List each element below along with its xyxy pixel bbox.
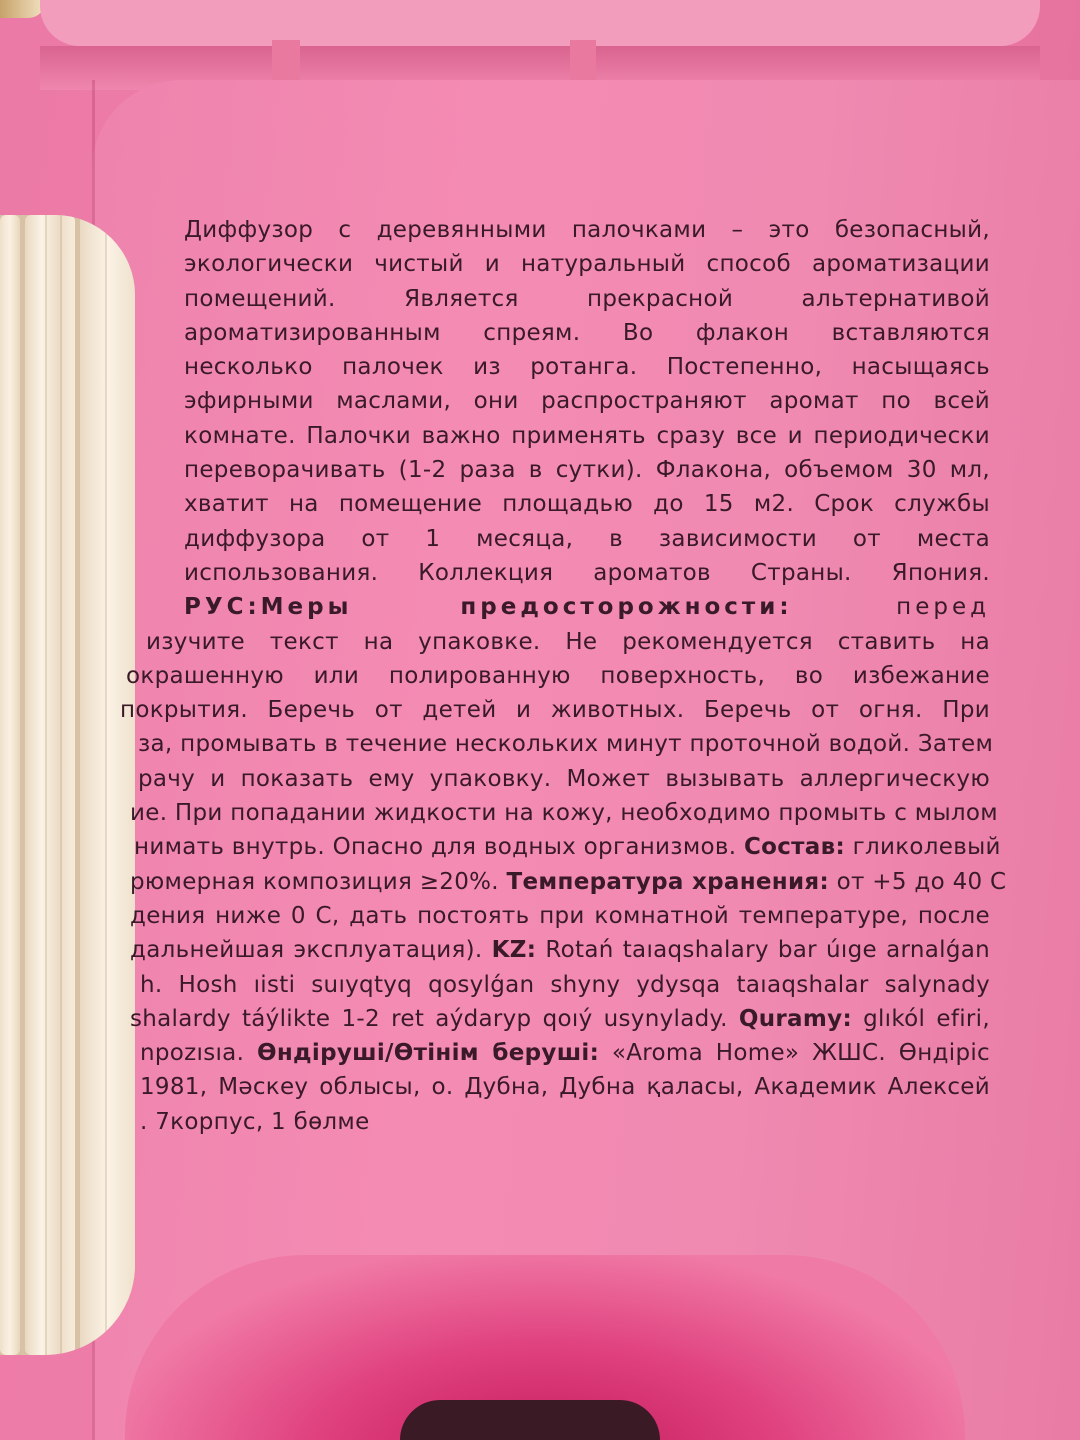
text-line: ароматизированным спреям. Во флакон вставляются: [184, 319, 990, 346]
text-line: рачу и показать ему упаковку. Может вызывать аллергическую: [138, 765, 990, 792]
text-segment: glıkól efiri,: [851, 1005, 990, 1032]
text-segment: нимать внутрь. Опасно для водных организмов.: [134, 834, 744, 861]
composition-label: Состав:: [743, 834, 845, 861]
kz-line: [100, 933, 990, 967]
rattan-stick: [25, 215, 75, 1355]
composition-line: [100, 830, 1001, 864]
text-segment: «Aroma Home» ЖШС. Өндіріс: [599, 1040, 990, 1067]
text-line: за, промывать в течение нескольких минут проточной водой. Затем: [138, 731, 994, 758]
text-line: окрашенную или полированную поверхность, во избежание: [126, 662, 990, 689]
text-line: эфирными маслами, они распространяют аромат по всей: [184, 388, 990, 415]
box-top-flap: [40, 0, 1040, 46]
manufacturer-line: [100, 1036, 990, 1070]
text-line: переворачивать (1-2 раза в сутки). Флакона, объемом 30 мл,: [184, 457, 990, 484]
text-line: h. Hosh ıisti suıyqtyq qosylǵan shyny ydysqa taıaqshalar salynady: [140, 971, 990, 998]
storage-line: [100, 865, 1007, 899]
text-line: Диффузор с деревянными палочками – это безопасный,: [184, 217, 990, 243]
quramy-line: [100, 1002, 990, 1036]
kz-label: KZ:: [491, 937, 537, 964]
rattan-stick: [0, 215, 20, 1355]
text-segment: shalardy táýlikte 1-2 ret aýdaryp qoıý usynylady.: [130, 1005, 739, 1032]
stick-grain: [60, 215, 62, 1355]
text-line: . 7корпус, 1 бөлме: [140, 1108, 370, 1135]
text-line: дения ниже 0 С, дать постоять при комнатной температуре, после: [130, 902, 990, 929]
text-line: использования. Коллекция ароматов Страны. Япония.: [184, 559, 990, 586]
text-segment: дальнейшая эксплуатация).: [130, 937, 492, 964]
precautions-heading: РУС:Меры предосторожности:: [184, 594, 793, 621]
quramy-label: Quramy:: [738, 1005, 852, 1032]
storage-label: Температура хранения:: [506, 868, 829, 895]
text-segment: рюмерная композиция ≥20%.: [130, 868, 507, 895]
text-segment: npozısıa.: [140, 1040, 257, 1067]
text-line: хватит на помещение площадью до 15 м2. Срок службы: [184, 491, 990, 518]
text-line: 1981, Мәскеу облысы, о. Дубна, Дубна қаласы, Академик Алексей: [140, 1074, 990, 1101]
text-segment: Rotań taıaqshalary bar úıge arnalǵan: [536, 937, 990, 964]
precautions-line: [100, 590, 990, 624]
text-line: покрытия. Беречь от детей и животных. Беречь от огня. При: [120, 697, 990, 724]
text-line: помещений. Является прекрасной альтернативой: [184, 285, 990, 312]
text-segment: гликолевый: [844, 834, 1001, 861]
text-line: экологически чистый и натуральный способ ароматизации: [184, 251, 990, 278]
text-line: ие. При попадании жидкости на кожу, необходимо промыть с мылом: [130, 800, 998, 827]
text-line: диффузора от 1 месяца, в зависимости от места: [184, 525, 990, 552]
text-line: изучите текст на упаковке. Не рекомендуется ставить на: [146, 628, 990, 655]
text-line: комнате. Палочки важно применять сразу все и периодически: [184, 422, 990, 449]
precautions-first: перед: [896, 594, 990, 621]
text-line: несколько палочек из ротанга. Постепенно, насыщаясь: [184, 354, 990, 381]
manufacturer-label: Өндіруші/Өтінім беруші:: [256, 1040, 600, 1067]
stick-grain: [45, 215, 47, 1355]
bottle-cap: [400, 1400, 660, 1440]
package-description: [100, 213, 1007, 1139]
text-segment: от +5 до 40 С: [828, 868, 1007, 895]
